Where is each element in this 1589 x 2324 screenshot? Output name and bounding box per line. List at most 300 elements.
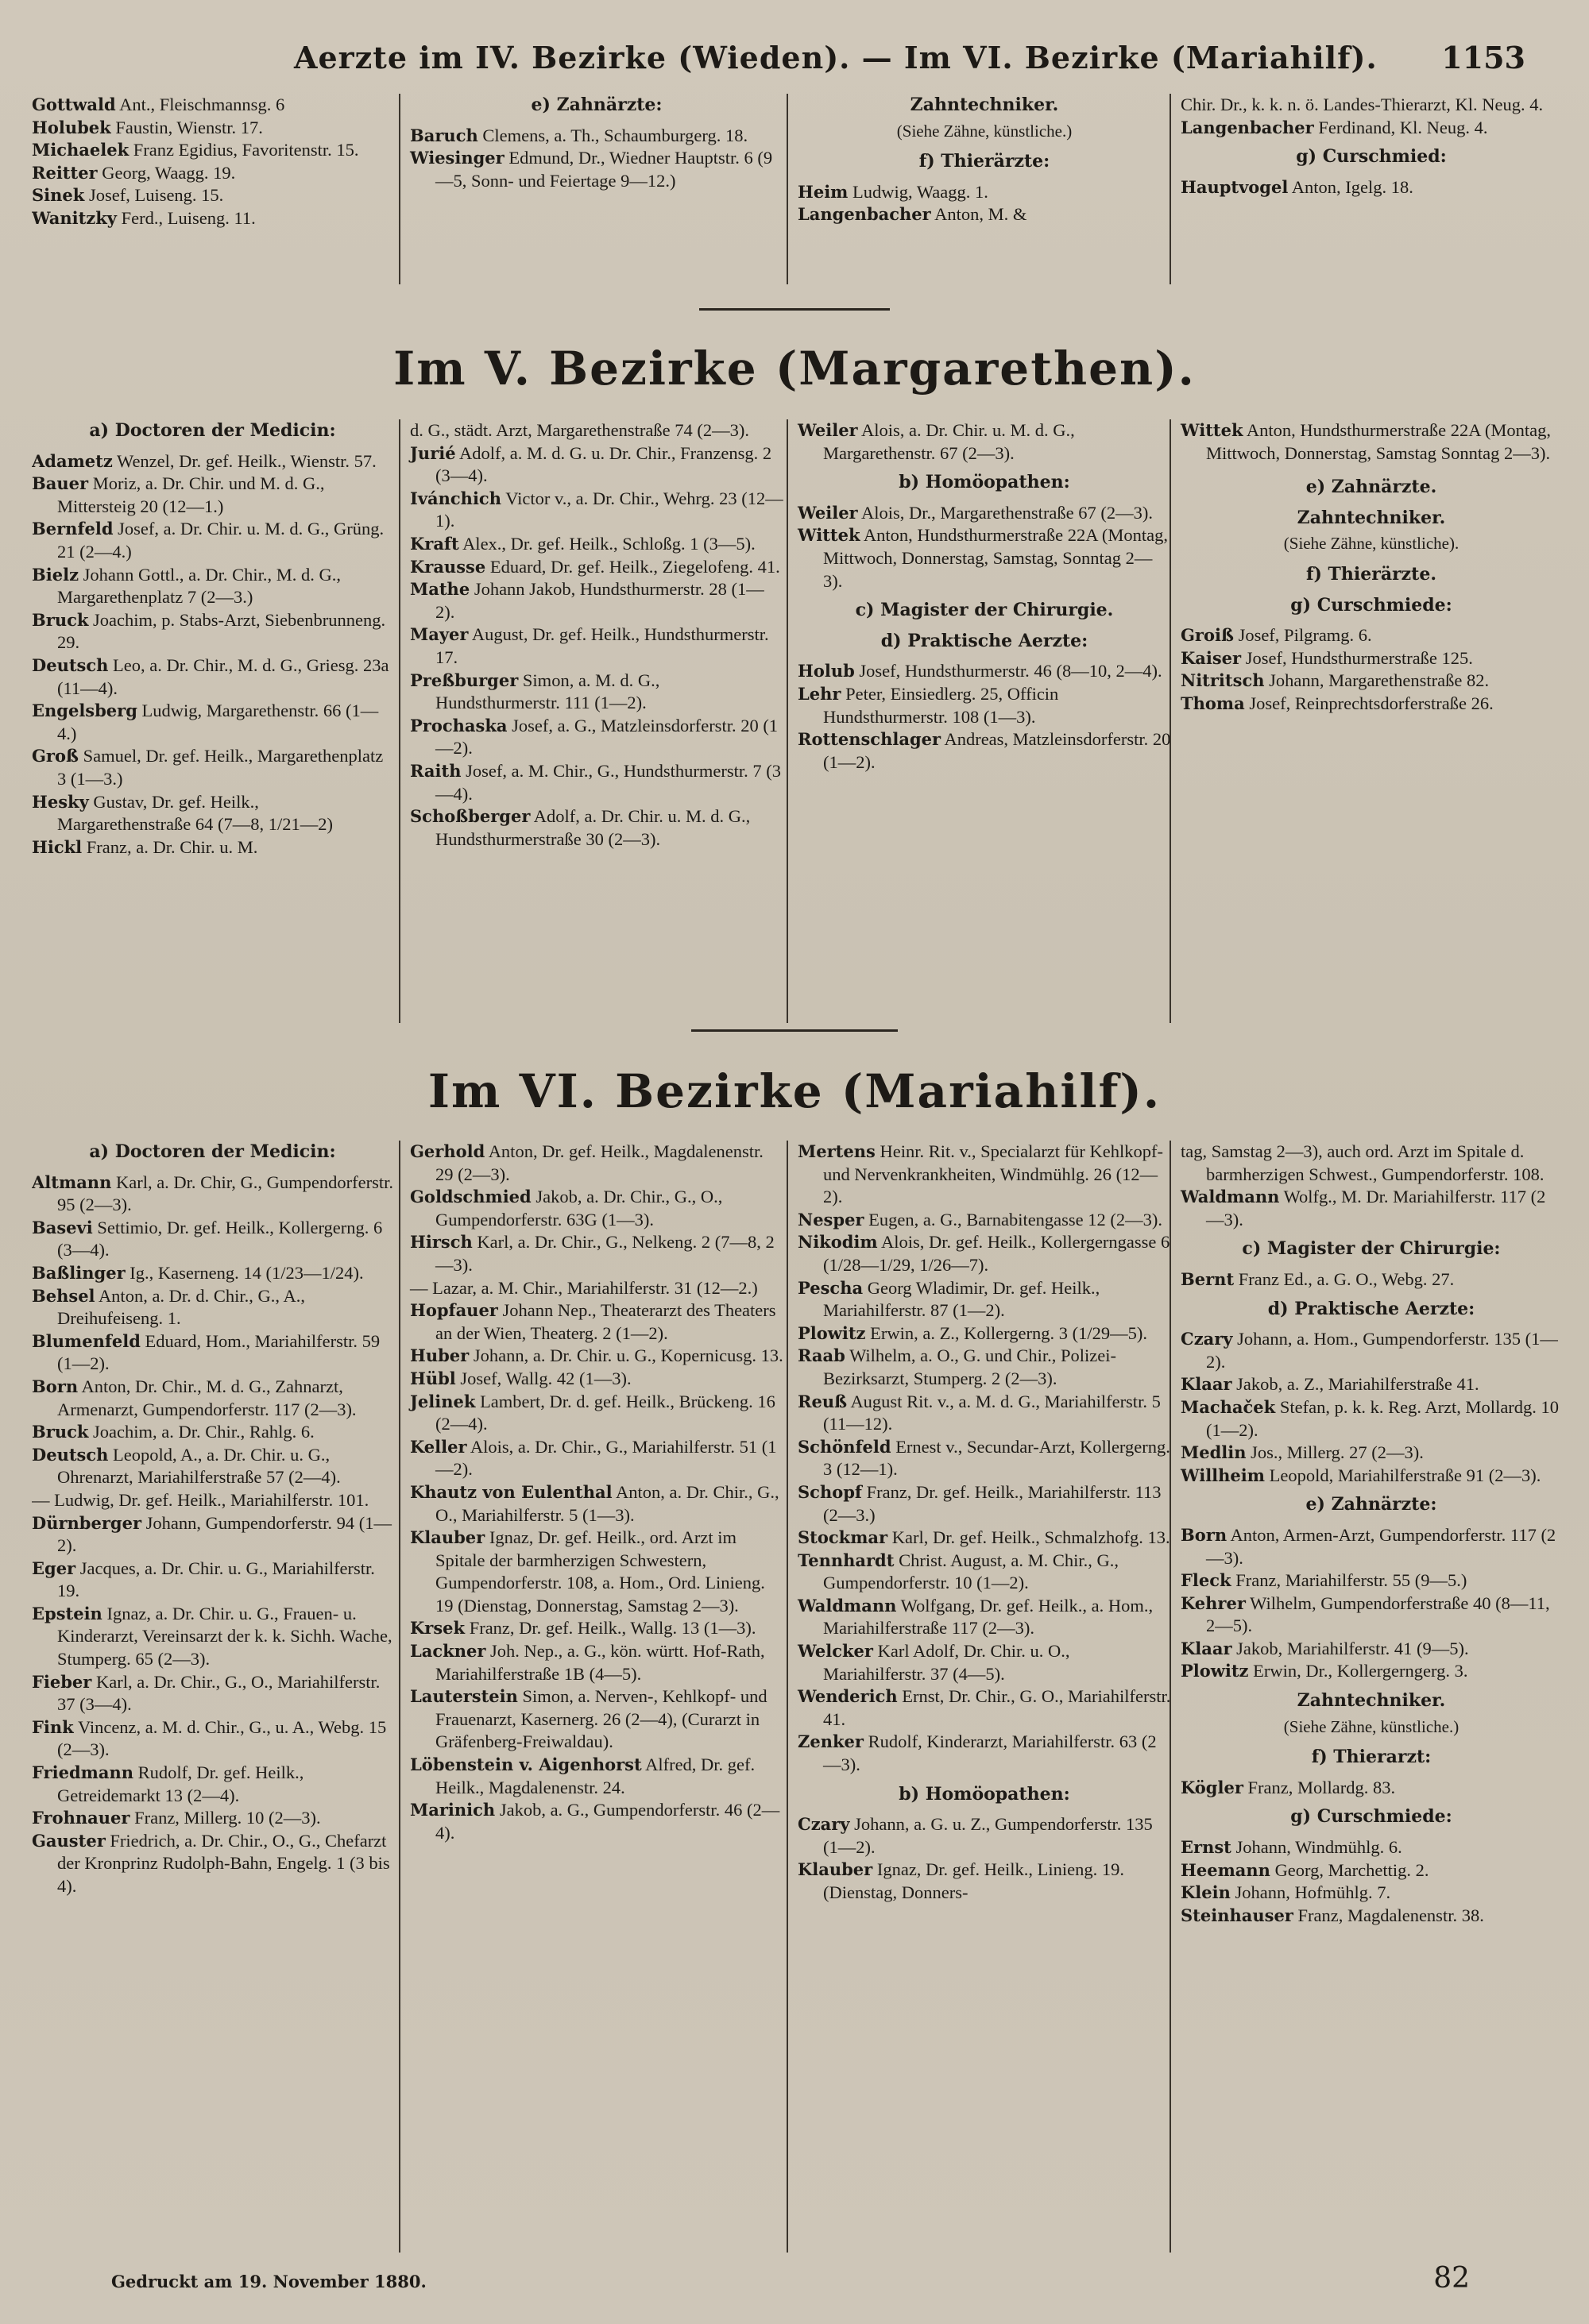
directory-entry	[32, 1830, 393, 1898]
entry-name: Mayer	[410, 624, 469, 645]
directory-entry	[1181, 176, 1562, 199]
entry-name: Wittek	[1181, 420, 1243, 440]
entry-name: Hickl	[32, 836, 83, 857]
entry-details: Josef, Luiseng. 15.	[88, 185, 224, 206]
directory-entry	[32, 1603, 393, 1671]
entry-name: Bernfeld	[32, 519, 114, 539]
entry-list	[798, 419, 1171, 465]
entry-name: Michaelek	[32, 140, 130, 160]
directory-entry	[32, 1217, 393, 1262]
directory-entry	[798, 1231, 1171, 1276]
entry-name: Waldmann	[798, 1595, 897, 1616]
print-date: Gedruckt am 19. November 1880.	[111, 2272, 427, 2291]
entry-details: Adolf, a. Dr. Chir. u. M. d. G., Hundsthurmerstraße 30 (2—3).	[435, 806, 751, 849]
entry-name: Bauer	[32, 473, 89, 494]
entry-details: Anton, a. Dr. Chir., G., O., Mariahilferstr. 5 (1—3).	[435, 1481, 779, 1525]
entry-details: Victor v., a. Dr. Chir., Wehrg. 23 (12—1).	[435, 488, 783, 531]
entry-list	[1181, 1141, 1562, 1231]
directory-entry	[798, 1436, 1171, 1481]
subheading: Zahntechniker.	[1297, 507, 1446, 528]
directory-entry	[798, 1550, 1171, 1595]
entry-name: Willheim	[1181, 1465, 1265, 1485]
directory-entry	[32, 1512, 393, 1558]
entry-details: — Ludwig, Dr. gef. Heilk., Mariahilferstr. 101.	[32, 1489, 369, 1510]
directory-entry	[410, 623, 783, 669]
directory-entry	[798, 1141, 1171, 1209]
entry-details: Jakob, Mariahilferstr. 41 (9—5).	[1236, 1638, 1469, 1658]
entry-list	[410, 125, 783, 193]
v-col-4	[1170, 419, 1562, 1023]
entry-details: Simon, a. M. d. G., Hundsthurmerstr. 111 (1—2).	[435, 670, 660, 713]
entry-name: Reuß	[798, 1391, 848, 1411]
entry-details: Josef, a. M. Chir., G., Hundsthurmerstr. 7 (3—4).	[435, 760, 781, 804]
entry-name: Stockmar	[798, 1527, 888, 1548]
entry-details: Ignaz, Dr. gef. Heilk., ord. Arzt im Spitale der barmherzigen Schwestern, Gumpendorferstr. 108, a. Hom., Ord. Linieng. 19 (Dienstag, Donnerstag, Samstag 2—3).	[435, 1527, 765, 1616]
entry-name: Bruck	[32, 1422, 89, 1442]
directory-entry	[798, 1209, 1171, 1232]
directory-entry	[1181, 647, 1562, 670]
v-col-1	[32, 419, 393, 859]
entry-name: Zenker	[798, 1731, 864, 1752]
entry-list	[1181, 1836, 1562, 1927]
entry-name: Nesper	[798, 1209, 864, 1230]
directory-entry	[410, 1299, 783, 1345]
subheading: b) Homöopathen:	[899, 1783, 1070, 1805]
entry-list	[1181, 624, 1562, 715]
entry-name: Klaar	[1181, 1374, 1232, 1395]
entry-name: Klaar	[1181, 1638, 1232, 1658]
directory-entry	[32, 1172, 393, 1217]
entry-name: Bruck	[32, 609, 89, 630]
entry-details: Jakob, a. Z., Mariahilferstraße 41.	[1236, 1374, 1479, 1395]
directory-entry	[32, 139, 393, 162]
entry-details: Erwin, Dr., Kollergerngerg. 3.	[1253, 1661, 1468, 1681]
entry-name: Friedmann	[32, 1762, 133, 1783]
directory-entry	[798, 683, 1171, 728]
entry-list	[1181, 1268, 1562, 1291]
entry-name: Basevi	[32, 1217, 93, 1237]
subheading: a) Doctoren der Medicin:	[89, 1141, 336, 1162]
entry-details: Josef, Reinprechtsdorferstraße 26.	[1249, 693, 1494, 713]
directory-entry	[410, 1391, 783, 1436]
vi-col-2	[399, 1141, 783, 2253]
entry-name: Deutsch	[32, 654, 109, 675]
subheading: e) Zahnärzte:	[531, 95, 663, 115]
directory-entry	[32, 473, 393, 518]
entry-details: Johann, a. Dr. Chir. u. G., Kopernicusg. 13.	[473, 1345, 783, 1366]
directory-entry	[1181, 1328, 1562, 1373]
directory-entry	[32, 184, 393, 207]
entry-name: Wanitzky	[32, 207, 117, 228]
directory-entry	[410, 805, 783, 851]
entry-name: Löbenstein v. Aigenhorst	[410, 1755, 642, 1775]
entry-name: Krsek	[410, 1618, 466, 1639]
entry-details: Samuel, Dr. gef. Heilk., Margarethenplatz 3 (1—3.)	[57, 746, 384, 789]
entry-name: Fleck	[1181, 1570, 1231, 1591]
subheading: c) Magister der Chirurgie:	[1242, 1238, 1501, 1260]
entry-details: Georg, Marchettig. 2.	[1274, 1859, 1429, 1880]
section-wieden-continued	[32, 94, 1565, 284]
entry-name: Klein	[1181, 1882, 1231, 1903]
entry-name: Klauber	[410, 1527, 485, 1548]
entry-details: August, Dr. gef. Heilk., Hundsthurmerstr. 17.	[435, 624, 769, 667]
sheet-number: 82	[1433, 2262, 1470, 2295]
directory-entry	[1181, 1396, 1562, 1442]
entry-list	[32, 450, 393, 859]
entry-details: Chir. Dr., k. k. n. ö. Landes-Thierarzt, Kl. Neug. 4.	[1181, 95, 1544, 114]
entry-name: Medlin	[1181, 1442, 1247, 1463]
section-title-v: Im V. Bezirke (Margarethen).	[393, 342, 1196, 396]
directory-entry	[798, 1345, 1171, 1390]
entry-details: Anton, Armen-Arzt, Gumpendorferstr. 117 (2—3).	[1206, 1524, 1556, 1568]
entry-details: Joachim, a. Dr. Chir., Rahlg. 6.	[93, 1422, 315, 1442]
entry-name: Gottwald	[32, 95, 116, 114]
directory-entry	[410, 1640, 783, 1685]
directory-entry	[32, 117, 393, 140]
subheading: Zahntechniker.	[910, 95, 1059, 115]
top-col-3	[787, 94, 1171, 284]
subheading: g) Curschmiede:	[1290, 594, 1452, 616]
entry-details: Moriz, a. Dr. Chir. und M. d. G., Mittersteig 20 (12—1.)	[57, 473, 325, 516]
directory-entry	[410, 1436, 783, 1481]
entry-details: Wilhelm, Gumpendorferstraße 40 (8—11, 2—5).	[1206, 1592, 1550, 1636]
subheading: f) Thierärzte:	[918, 151, 1050, 172]
entry-details: Ernst, Dr. Chir., G. O., Mariahilferstr. 41.	[823, 1686, 1171, 1729]
directory-entry	[32, 1330, 393, 1376]
entry-name: Holubek	[32, 117, 111, 137]
directory-entry	[32, 700, 393, 745]
entry-name: Bernt	[1181, 1268, 1235, 1289]
entry-details: Simon, a. Nerven-, Kehlkopf- und Frauenarzt, Kasernerg. 26 (2—4), (Curarzt in Gräfenberg-Freiwaldau).	[435, 1686, 767, 1752]
entry-name: Sinek	[32, 185, 85, 206]
entry-name: Welcker	[798, 1641, 873, 1662]
directory-entry	[798, 419, 1171, 465]
directory-entry	[798, 660, 1171, 683]
directory-entry	[32, 1671, 393, 1716]
entry-name: Mathe	[410, 579, 470, 600]
entry-name: Heim	[798, 181, 849, 202]
entry-list	[410, 1141, 783, 1844]
directory-entry	[1181, 1882, 1562, 1905]
entry-name: Gauster	[32, 1830, 106, 1851]
entry-details: Heinr. Rit. v., Specialarzt für Kehlkopf- und Nervenkrankheiten, Windmühlg. 26 (12—2).	[823, 1141, 1164, 1207]
directory-entry	[410, 1754, 783, 1799]
directory-entry	[410, 125, 783, 148]
entry-details: Eduard, Hom., Mariahilferstr. 59 (1—2).	[57, 1330, 381, 1374]
entry-name: Dürnberger	[32, 1512, 142, 1533]
entry-details: Eduard, Dr. gef. Heilk., Ziegelofeng. 41.	[489, 556, 780, 577]
entry-details: Franz Egidius, Favoritenstr. 15.	[133, 140, 359, 160]
entry-list	[1181, 94, 1562, 139]
directory-entry	[798, 203, 1171, 226]
entry-name: Weiler	[798, 502, 858, 523]
directory-entry	[410, 1345, 783, 1368]
entry-details: Rudolf, Kinderarzt, Mariahilferstr. 63 (2—3).	[823, 1731, 1157, 1775]
directory-entry	[410, 442, 783, 488]
entry-name: Hübl	[410, 1368, 456, 1388]
entry-details: tag, Samstag 2—3), auch ord. Arzt im Spitale d. barmherzigen Schwest., Gumpendorferstr. 108.	[1181, 1141, 1545, 1184]
entry-name: Goldschmied	[410, 1187, 532, 1207]
entry-details: — Lazar, a. M. Chir., Mariahilferstr. 31 (12—2.)	[410, 1277, 758, 1298]
entry-name: Klauber	[798, 1859, 873, 1880]
entry-details: Ferdinand, Kl. Neug. 4.	[1318, 117, 1488, 137]
entry-name: Schopf	[798, 1481, 862, 1502]
entry-details: Alois, Dr., Margarethenstraße 67 (2—3).	[861, 502, 1154, 523]
entry-name: Adametz	[32, 450, 113, 471]
entry-details: Settimio, Dr. gef. Heilk., Kollergerng. 6 (3—4).	[57, 1217, 383, 1260]
entry-name: Blumenfeld	[32, 1330, 141, 1351]
entry-details: Karl Adolf, Dr. Chir. u. O., Mariahilferstr. 37 (4—5).	[823, 1641, 1070, 1684]
entry-name: Schoßberger	[410, 806, 531, 827]
entry-name: Raith	[410, 760, 462, 781]
entry-details: Franz, Millerg. 10 (2—3).	[134, 1808, 321, 1828]
entry-name: Eger	[32, 1558, 76, 1578]
entry-details: Joachim, p. Stabs-Arzt, Siebenbrunneng. 29.	[57, 609, 386, 653]
entry-details: Ernest v., Secundar-Arzt, Kollergerng. 3 (12—1).	[823, 1436, 1170, 1480]
directory-entry	[798, 1527, 1171, 1550]
entry-list	[410, 419, 783, 851]
entry-details: Alois, a. Dr. Chir. u. M. d. G., Margarethenstr. 67 (2—3).	[823, 420, 1075, 463]
directory-entry	[32, 1716, 393, 1762]
page-header	[48, 40, 1525, 87]
directory-entry	[1181, 1465, 1562, 1488]
entry-name: Groiß	[1181, 625, 1234, 646]
entry-details: Rudolf, Dr. gef. Heilk., Getreidemarkt 13 (2—4).	[57, 1762, 304, 1805]
subnote: (Siehe Zähne, künstliche.)	[1283, 1716, 1459, 1736]
entry-name: Holub	[798, 661, 855, 681]
directory-entry	[32, 1262, 393, 1285]
entry-name: Lehr	[798, 683, 841, 704]
entry-name: Krausse	[410, 556, 486, 577]
entry-details: August Rit. v., a. M. d. G., Mariahilferstr. 5 (11—12).	[823, 1391, 1161, 1434]
directory-entry	[32, 564, 393, 609]
directory-entry	[410, 578, 783, 623]
directory-entry	[32, 518, 393, 563]
directory-entry	[32, 1762, 393, 1807]
entry-details: Leopold, Mariahilferstraße 91 (2—3).	[1269, 1465, 1541, 1485]
entry-name: Lackner	[410, 1641, 486, 1662]
entry-name: Jurié	[410, 442, 456, 463]
directory-entry	[32, 450, 393, 473]
entry-list	[798, 660, 1171, 774]
entry-name: Prochaska	[410, 715, 508, 735]
entry-list	[798, 502, 1171, 593]
directory-entry	[1181, 1524, 1562, 1569]
entry-name: Born	[1181, 1524, 1228, 1545]
entry-details: Ignaz, Dr. gef. Heilk., Linieng. 19. (Dienstag, Donners-	[823, 1859, 1125, 1902]
entry-details: Joh. Nep., a. G., kön. württ. Hof-Rath, Mariahilferstraße 1B (4—5).	[435, 1641, 765, 1684]
v-col-2	[399, 419, 783, 1023]
directory-entry	[410, 1685, 783, 1754]
directory-entry	[32, 1376, 393, 1421]
entry-name: Deutsch	[32, 1444, 109, 1465]
directory-entry	[410, 1481, 783, 1527]
entry-details: Wilhelm, a. O., G. und Chir., Polizei-Bezirksarzt, Stumperg. 2 (2—3).	[823, 1345, 1116, 1388]
entry-name: Wittek	[798, 525, 860, 546]
entry-name: Waldmann	[1181, 1187, 1280, 1207]
entry-name: Huber	[410, 1345, 470, 1366]
entry-name: Preßburger	[410, 670, 519, 690]
subheading: d) Praktische Aerzte:	[880, 630, 1088, 651]
subheading: b) Homöopathen:	[899, 472, 1070, 493]
top-col-2	[399, 94, 783, 284]
entry-details: Franz, Dr. gef. Heilk., Wallg. 13 (1—3).	[469, 1618, 756, 1639]
section-margarethen	[32, 419, 1565, 1023]
entry-name: Nitritsch	[1181, 670, 1265, 691]
entry-details: d. G., städt. Arzt, Margarethenstraße 74 (2—3).	[410, 420, 749, 440]
directory-entry	[798, 1277, 1171, 1322]
entry-name: Groß	[32, 746, 79, 766]
directory-entry	[1181, 1268, 1562, 1291]
directory-entry	[1181, 1638, 1562, 1661]
entry-details: Anton, M. &	[934, 204, 1027, 225]
subheading: a) Doctoren der Medicin:	[89, 420, 336, 441]
entry-details: Lambert, Dr. d. gef. Heilk., Brückeng. 16 (2—4).	[435, 1391, 775, 1434]
directory-entry	[32, 1444, 393, 1489]
entry-list	[1181, 1328, 1562, 1487]
entry-details: Wenzel, Dr. gef. Heilk., Wienstr. 57.	[117, 450, 377, 471]
entry-details: Ludwig, Waagg. 1.	[852, 181, 988, 202]
directory-entry	[798, 1859, 1171, 1904]
divider-rule	[691, 1029, 898, 1032]
subnote: (Siehe Zähne, künstliche).	[1283, 534, 1459, 554]
entry-details: Josef, a. G., Matzleinsdorferstr. 20 (1—2).	[435, 715, 779, 759]
directory-entry	[32, 836, 393, 859]
entry-name: Hopfauer	[410, 1300, 498, 1321]
entry-name: Lauterstein	[410, 1686, 518, 1707]
entry-details: Franz, Magdalenenstr. 38.	[1297, 1905, 1484, 1925]
entry-name: Wenderich	[798, 1686, 898, 1707]
directory-entry	[798, 1391, 1171, 1436]
entry-details: Johann, Gumpendorferstr. 94 (1—2).	[57, 1512, 392, 1556]
entry-details: Jacques, a. Dr. Chir. u. G., Mariahilferstr. 19.	[57, 1558, 375, 1601]
entry-details: Franz, Mollardg. 83.	[1247, 1777, 1396, 1797]
subheading: Zahntechniker.	[1297, 1690, 1446, 1712]
subheading: c) Magister der Chirurgie.	[855, 600, 1114, 621]
entry-details: Johann, Margarethenstraße 82.	[1269, 670, 1490, 691]
directory-entry	[410, 419, 783, 442]
directory-entry	[32, 1285, 393, 1330]
entry-details: Andreas, Matzleinsdorferstr. 20 (1—2).	[823, 729, 1171, 772]
directory-entry	[410, 1617, 783, 1640]
entry-name: Reitter	[32, 162, 98, 183]
entry-name: Weiler	[798, 420, 858, 440]
entry-name: Schönfeld	[798, 1436, 891, 1457]
entry-details: Georg, Waagg. 19.	[102, 162, 236, 183]
entry-details: Edmund, Dr., Wiedner Hauptstr. 6 (9—5, Sonn- und Feiertage 9—12.)	[435, 148, 773, 191]
directory-entry	[798, 524, 1171, 593]
entry-name: Baßlinger	[32, 1262, 126, 1283]
directory-entry	[32, 162, 393, 185]
directory-entry	[410, 1277, 783, 1300]
entry-details: Wolfgang, Dr. gef. Heilk., a. Hom., Mariahilferstraße 117 (2—3).	[823, 1595, 1154, 1639]
subheading: e) Zahnärzte.	[1305, 477, 1437, 498]
directory-entry	[1181, 94, 1562, 117]
entry-details: Clemens, a. Th., Schaumburgerg. 18.	[482, 125, 748, 145]
entry-details: Erwin, a. Z., Kollergerng. 3 (1/29—5).	[870, 1322, 1147, 1343]
top-col-1	[32, 94, 393, 230]
directory-entry	[798, 1481, 1171, 1527]
entry-details: Franz, Dr. gef. Heilk., Mariahilferstr. 113 (2—3.)	[823, 1481, 1162, 1525]
entry-details: Ludwig, Margarethenstr. 66 (1—4.)	[57, 701, 379, 743]
entry-details: Vincenz, a. M. d. Chir., G., u. A., Webg. 15 (2—3).	[57, 1716, 387, 1760]
entry-name: Epstein	[32, 1603, 102, 1623]
entry-name: Czary	[1181, 1329, 1233, 1349]
entry-name: Keller	[410, 1436, 467, 1457]
entry-details: Johann Nep., Theaterarzt des Theaters an der Wien, Theaterg. 2 (1—2).	[435, 1300, 776, 1343]
entry-details: Anton, Dr. gef. Heilk., Magdalenenstr. 29 (2—3).	[435, 1141, 764, 1184]
directory-entry	[798, 728, 1171, 774]
entry-name: Tennhardt	[798, 1550, 895, 1570]
subnote: (Siehe Zähne, künstliche.)	[896, 121, 1073, 141]
entry-name: Rottenschlager	[798, 729, 941, 750]
vi-col-3	[787, 1141, 1171, 2253]
entry-details: Wolfg., M. Dr. Mariahilferstr. 117 (2—3).	[1206, 1187, 1546, 1230]
entry-name: Machaček	[1181, 1396, 1276, 1417]
directory-entry	[410, 1231, 783, 1276]
page-number: 1153	[1441, 40, 1525, 75]
directory-entry	[410, 1141, 783, 1186]
entry-details: Ant., Fleischmannsg. 6	[119, 95, 285, 114]
entry-name: Altmann	[32, 1172, 112, 1192]
entry-name: Ernst	[1181, 1837, 1231, 1858]
directory-entry	[410, 670, 783, 715]
directory-entry	[32, 94, 393, 117]
entry-details: Anton, a. Dr. d. Chir., G., A., Dreihufeiseng. 1.	[57, 1285, 305, 1329]
entry-details: Josef, Hundsthurmerstr. 46 (8—10, 2—4).	[859, 661, 1162, 681]
entry-name: Steinhauser	[1181, 1905, 1293, 1925]
vi-col-1	[32, 1141, 393, 1898]
entry-details: Faustin, Wienstr. 17.	[115, 117, 263, 137]
entry-details: Ignaz, a. Dr. Chir. u. G., Frauen- u. Kinderarzt, Vereinsarzt der k. k. Sichh. Wache, Stumperg. 65 (2—3).	[57, 1603, 392, 1670]
entry-details: Alois, Dr. gef. Heilk., Kollergerngasse 6 (1/28—1/29, 1/26—7).	[823, 1232, 1170, 1275]
subheading: g) Curschmied:	[1296, 146, 1447, 168]
entry-name: Langenbacher	[798, 204, 931, 225]
entry-name: Wiesinger	[410, 148, 505, 168]
entry-details: Christ. August, a. M. Chir., G., Gumpendorferstr. 10 (1—2).	[823, 1550, 1119, 1593]
directory-entry	[1181, 419, 1562, 465]
entry-list	[1181, 176, 1562, 199]
directory-entry	[1181, 1859, 1562, 1882]
entry-details: Franz, Mariahilferstr. 55 (9—5.)	[1235, 1570, 1467, 1591]
entry-details: Johann Gottl., a. Dr. Chir., M. d. G., Margarethenplatz 7 (2—3.)	[57, 564, 341, 608]
directory-entry	[410, 1799, 783, 1844]
directory-entry	[1181, 117, 1562, 140]
entry-details: Johann Jakob, Hundsthurmerstr. 28 (1—2).	[435, 579, 764, 622]
vi-col-4	[1170, 1141, 1562, 2253]
entry-details: Leopold, A., a. Dr. Chir. u. G., Ohrenarzt, Mariahilferstraße 57 (2—4).	[57, 1444, 341, 1488]
directory-entry	[1181, 1186, 1562, 1231]
entry-name: Kraft	[410, 533, 459, 554]
entry-name: Langenbacher	[1181, 117, 1314, 137]
entry-details: Jos., Millerg. 27 (2—3).	[1251, 1442, 1424, 1463]
directory-entry	[798, 1640, 1171, 1685]
directory-entry	[1181, 1373, 1562, 1396]
directory-entry	[1181, 693, 1562, 716]
entry-name: Plowitz	[798, 1322, 866, 1343]
directory-entry	[1181, 1660, 1562, 1683]
entry-name: Jelinek	[410, 1391, 476, 1411]
entry-name: Mertens	[798, 1141, 876, 1161]
entry-details: Stefan, p. k. k. Reg. Arzt, Mollardg. 10 (1—2).	[1206, 1396, 1560, 1440]
entry-name: Hesky	[32, 791, 89, 812]
entry-details: Jakob, a. Dr. Chir., G., O., Gumpendorferstr. 63G (1—3).	[435, 1187, 723, 1230]
entry-name: Czary	[798, 1814, 850, 1835]
entry-details: Leo, a. Dr. Chir., M. d. G., Griesg. 23a (11—4).	[57, 654, 389, 698]
entry-name: Engelsberg	[32, 701, 137, 721]
directory-entry	[32, 1558, 393, 1603]
entry-details: Franz Ed., a. G. O., Webg. 27.	[1238, 1268, 1455, 1289]
